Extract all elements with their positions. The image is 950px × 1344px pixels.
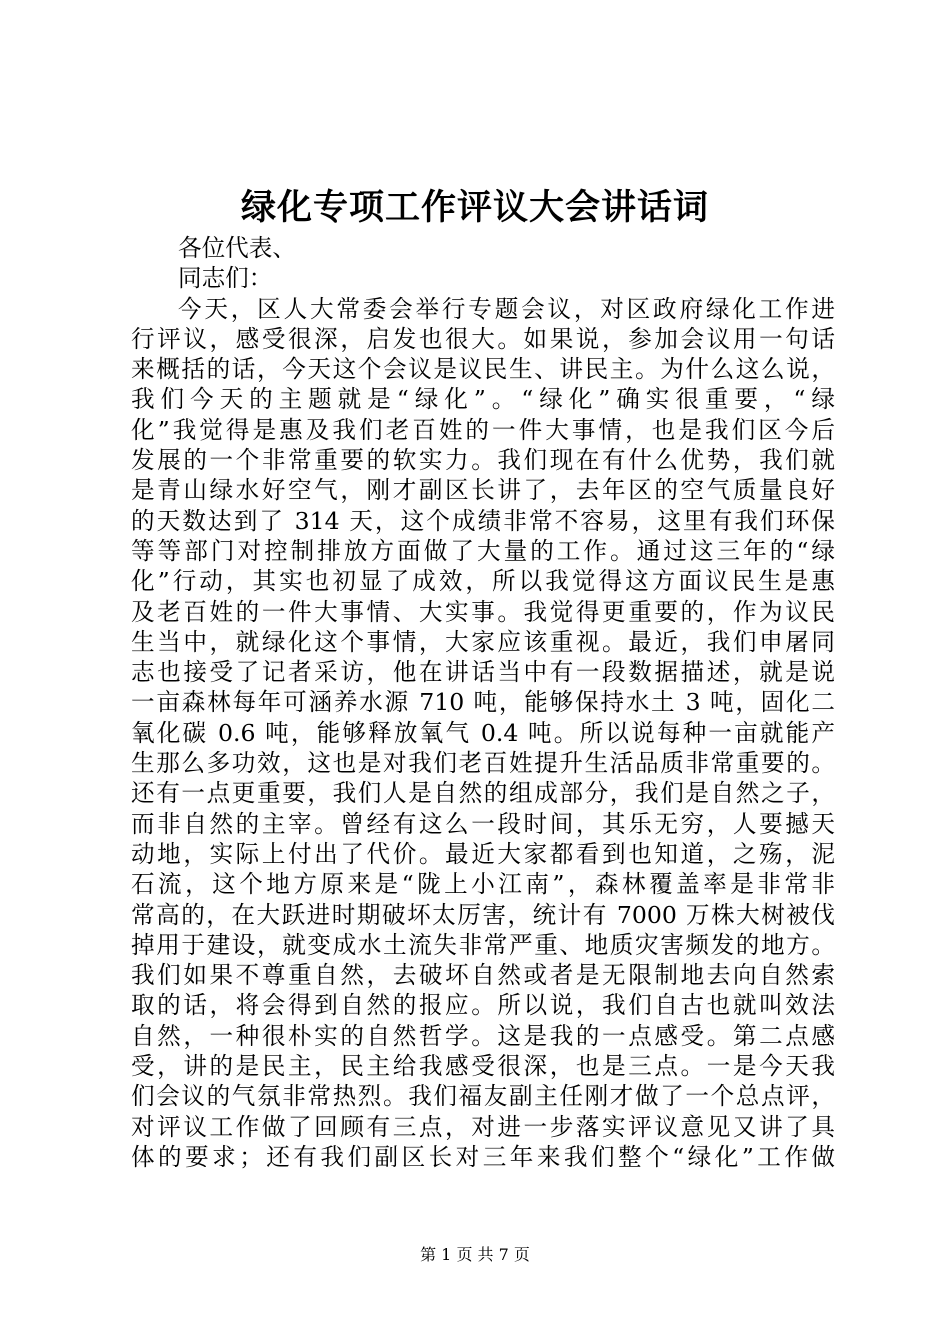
paragraph-line: 化”我觉得是惠及我们老百姓的一件大事情，也是我们区今后: [131, 415, 835, 444]
paragraph-line: 常高的，在大跃进时期破坏太厉害，统计有 7000 万株大树被伐: [131, 900, 835, 929]
paragraph-line: 们会议的气氛非常热烈。我们福友副主任刚才做了一个总点评，: [131, 1082, 835, 1111]
paragraph-line: 的天数达到了 314 天，这个成绩非常不容易，这里有我们环保: [131, 506, 835, 535]
paragraph-line: 还有一点更重要，我们人是自然的组成部分，我们是自然之子，: [131, 779, 835, 808]
page-number: 第 1 页 共 7 页: [420, 1245, 530, 1264]
paragraph-line: 发展的一个非常重要的软实力。我们现在有什么优势，我们就: [131, 446, 835, 475]
paragraph-line: 而非自然的主宰。曾经有这么一段时间，其乐无穷，人要撼天: [131, 809, 835, 838]
paragraph-line: 掉用于建设，就变成水土流失非常严重、地质灾害频发的地方。: [131, 930, 835, 959]
paragraph-line: 等等部门对控制排放方面做了大量的工作。通过这三年的“绿: [131, 536, 835, 565]
paragraph-line: 动地，实际上付出了代价。最近大家都看到也知道，之殇，泥: [131, 839, 835, 868]
paragraph-line: 体的要求；还有我们副区长对三年来我们整个“绿化”工作做: [131, 1142, 835, 1171]
paragraph-line: 石流，这个地方原来是“陇上小江南”，森林覆盖率是非常非: [131, 870, 835, 899]
paragraph-line: 一亩森林每年可涵养水源 710 吨，能够保持水土 3 吨，固化二: [131, 688, 835, 717]
paragraph-line: 今天，区人大常委会举行专题会议，对区政府绿化工作进: [178, 294, 835, 323]
paragraph-line: 志也接受了记者采访，他在讲话当中有一段数据描述，就是说: [131, 658, 835, 687]
paragraph-line: 化”行动，其实也初显了成效，所以我觉得这方面议民生是惠: [131, 567, 835, 596]
paragraph-line: 行评议，感受很深，启发也很大。如果说，参加会议用一句话: [131, 324, 835, 353]
salutation-line-1: 各位代表、: [178, 234, 296, 262]
paragraph-line: 我们今天的主题就是“绿化”。“绿化”确实很重要，“绿: [131, 385, 835, 414]
paragraph-line: 来概括的话，今天这个会议是议民生、讲民主。为什么这么说，: [131, 355, 835, 384]
paragraph-line: 取的话，将会得到自然的报应。所以说，我们自古也就叫效法: [131, 991, 835, 1020]
paragraph-line: 我们如果不尊重自然，去破坏自然或者是无限制地去向自然索: [131, 961, 835, 990]
paragraph-line: 生当中，就绿化这个事情，大家应该重视。最近，我们申屠同: [131, 627, 835, 656]
speech-paragraph: [131, 294, 835, 1173]
paragraph-line: 是青山绿水好空气，刚才副区长讲了，去年区的空气质量良好: [131, 476, 835, 505]
document-body: [131, 233, 835, 1172]
paragraph-line: 受，讲的是民主，民主给我感受很深，也是三点。一是今天我: [131, 1052, 835, 1081]
paragraph-line: 自然，一种很朴实的自然哲学。这是我的一点感受。第二点感: [131, 1021, 835, 1050]
paragraph-line: 氧化碳 0.6 吨，能够释放氧气 0.4 吨。所以说每种一亩就能产: [131, 718, 835, 747]
salutation-line-2: 同志们：: [178, 264, 273, 293]
paragraph-line: 生那么多功效，这也是对我们老百姓提升生活品质非常重要的。: [131, 749, 835, 778]
paragraph-line: 对评议工作做了回顾有三点，对进一步落实评议意见又讲了具: [131, 1112, 835, 1141]
paragraph-line: 及老百姓的一件大事情、大实事。我觉得更重要的，作为议民: [131, 597, 835, 626]
document-title: 绿化专项工作评议大会讲话词: [240, 187, 709, 228]
